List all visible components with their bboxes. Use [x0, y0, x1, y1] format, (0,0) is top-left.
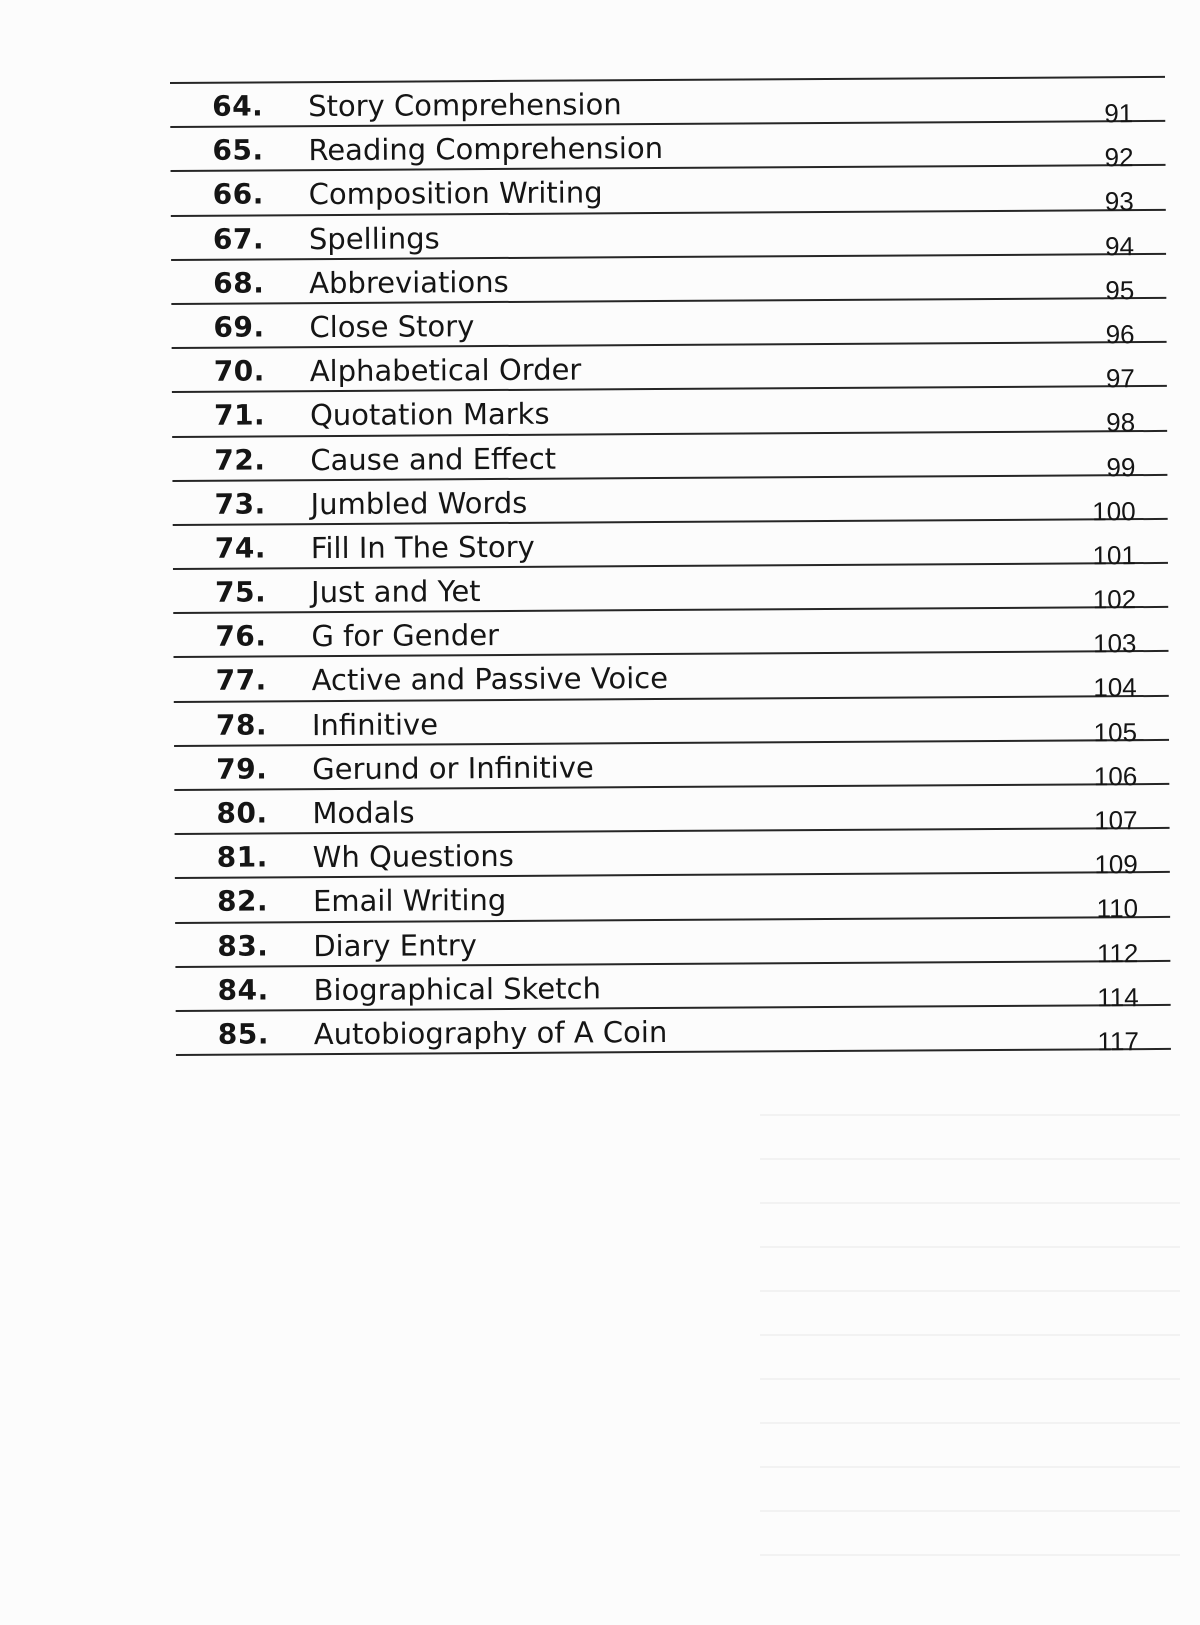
- entry-page-number: 95: [1105, 274, 1135, 306]
- toc-entry: [175, 962, 1170, 1012]
- entry-title: Alphabetical Order: [309, 352, 582, 389]
- entry-title: Just and Yet: [311, 574, 481, 610]
- entry-page-number: 100: [1092, 495, 1136, 527]
- toc-entry: [173, 520, 1168, 570]
- toc-entry: [171, 255, 1166, 305]
- entry-title: Wh Questions: [312, 839, 514, 875]
- entry-page-number: 97: [1105, 363, 1135, 394]
- entry-number: 73.: [214, 487, 266, 521]
- entry-page-number: 104: [1093, 672, 1137, 703]
- entry-title: Modals: [312, 795, 415, 831]
- entry-number: 85.: [217, 1017, 270, 1051]
- toc-entry: [170, 122, 1165, 172]
- entry-number: 82.: [216, 884, 269, 919]
- toc-entry: [175, 873, 1170, 923]
- toc-entry: [174, 741, 1169, 791]
- entry-page-number: 109: [1094, 849, 1138, 880]
- entry-page-number: 114: [1097, 981, 1139, 1013]
- entry-title: Close Story: [309, 309, 475, 345]
- entry-title: Cause and Effect: [310, 441, 557, 477]
- entry-number: 64.: [212, 89, 264, 123]
- toc-entry: [171, 166, 1166, 216]
- entry-number: 75.: [215, 575, 267, 609]
- entry-page-number: 110: [1096, 893, 1139, 924]
- table-of-contents: [170, 76, 1171, 1056]
- entry-number: 71.: [213, 398, 266, 433]
- entry-title: Autobiography of A Coin: [313, 1014, 668, 1052]
- entry-page-number: 92: [1104, 142, 1134, 173]
- toc-rows: [170, 78, 1171, 1056]
- entry-title: Jumbled Words: [310, 485, 528, 521]
- entry-number: 78.: [215, 708, 268, 742]
- entry-number: 65.: [212, 133, 264, 167]
- entry-page-number: 107: [1094, 805, 1138, 836]
- entry-number: 72.: [214, 442, 266, 477]
- entry-title: Infinitive: [311, 707, 439, 742]
- entry-page-number: 103: [1092, 628, 1137, 659]
- entry-number: 67.: [212, 221, 265, 256]
- toc-entry: [171, 299, 1166, 349]
- entry-page-number: 112: [1096, 937, 1139, 968]
- toc-entry: [174, 697, 1169, 747]
- entry-number: 79.: [216, 752, 268, 786]
- entry-title: Reading Comprehension: [308, 131, 664, 168]
- entry-title: Spellings: [308, 220, 440, 256]
- entry-page-number: 102: [1092, 584, 1137, 615]
- entry-number: 80.: [216, 796, 268, 830]
- toc-entry: [171, 210, 1166, 260]
- toc-entry: [174, 652, 1169, 702]
- entry-page-number: 106: [1093, 760, 1138, 792]
- toc-entry: [176, 1006, 1171, 1056]
- entry-number: 66.: [212, 177, 264, 212]
- entry-page-number: 101: [1092, 539, 1136, 571]
- entry-title: Story Comprehension: [308, 87, 622, 124]
- entry-page-number: 93: [1104, 186, 1134, 217]
- entry-page-number: 105: [1093, 716, 1138, 747]
- entry-title: Abbreviations: [309, 264, 509, 300]
- entry-page-number: 98: [1106, 407, 1136, 438]
- toc-entry: [172, 387, 1167, 437]
- entry-number: 77.: [215, 663, 267, 698]
- entry-page-number: 91: [1104, 98, 1134, 129]
- bleed-through-shadow: [760, 1080, 1180, 1560]
- entry-title: Composition Writing: [308, 175, 603, 212]
- entry-page-number: 99: [1106, 451, 1136, 482]
- entry-number: 69.: [213, 310, 265, 344]
- entry-page-number: 94: [1105, 230, 1135, 261]
- toc-entry: [175, 917, 1170, 967]
- entry-number: 70.: [213, 354, 265, 388]
- entry-title: Quotation Marks: [309, 397, 550, 433]
- entry-page-number: 117: [1097, 1026, 1139, 1057]
- toc-entry: [174, 785, 1169, 835]
- toc-entry: [172, 343, 1167, 393]
- entry-number: 68.: [213, 266, 265, 300]
- toc-entry: [170, 78, 1165, 128]
- entry-title: Active and Passive Voice: [311, 661, 669, 698]
- toc-entry: [172, 476, 1167, 526]
- entry-page-number: 96: [1105, 319, 1135, 350]
- entry-title: Diary Entry: [313, 927, 478, 963]
- toc-entry: [173, 608, 1168, 658]
- entry-number: 74.: [214, 531, 267, 565]
- toc-entry: [172, 431, 1167, 481]
- entry-number: 76.: [215, 619, 267, 653]
- entry-title: Biographical Sketch: [313, 971, 601, 1007]
- toc-entry: [175, 829, 1170, 879]
- entry-title: Fill In The Story: [310, 529, 535, 566]
- entry-number: 84.: [217, 973, 269, 1007]
- entry-number: 83.: [217, 928, 269, 963]
- entry-title: Email Writing: [312, 883, 507, 919]
- toc-entry: [173, 564, 1168, 614]
- entry-title: Gerund or Infinitive: [312, 750, 594, 786]
- entry-title: G for Gender: [311, 618, 500, 654]
- entry-number: 81.: [216, 840, 268, 874]
